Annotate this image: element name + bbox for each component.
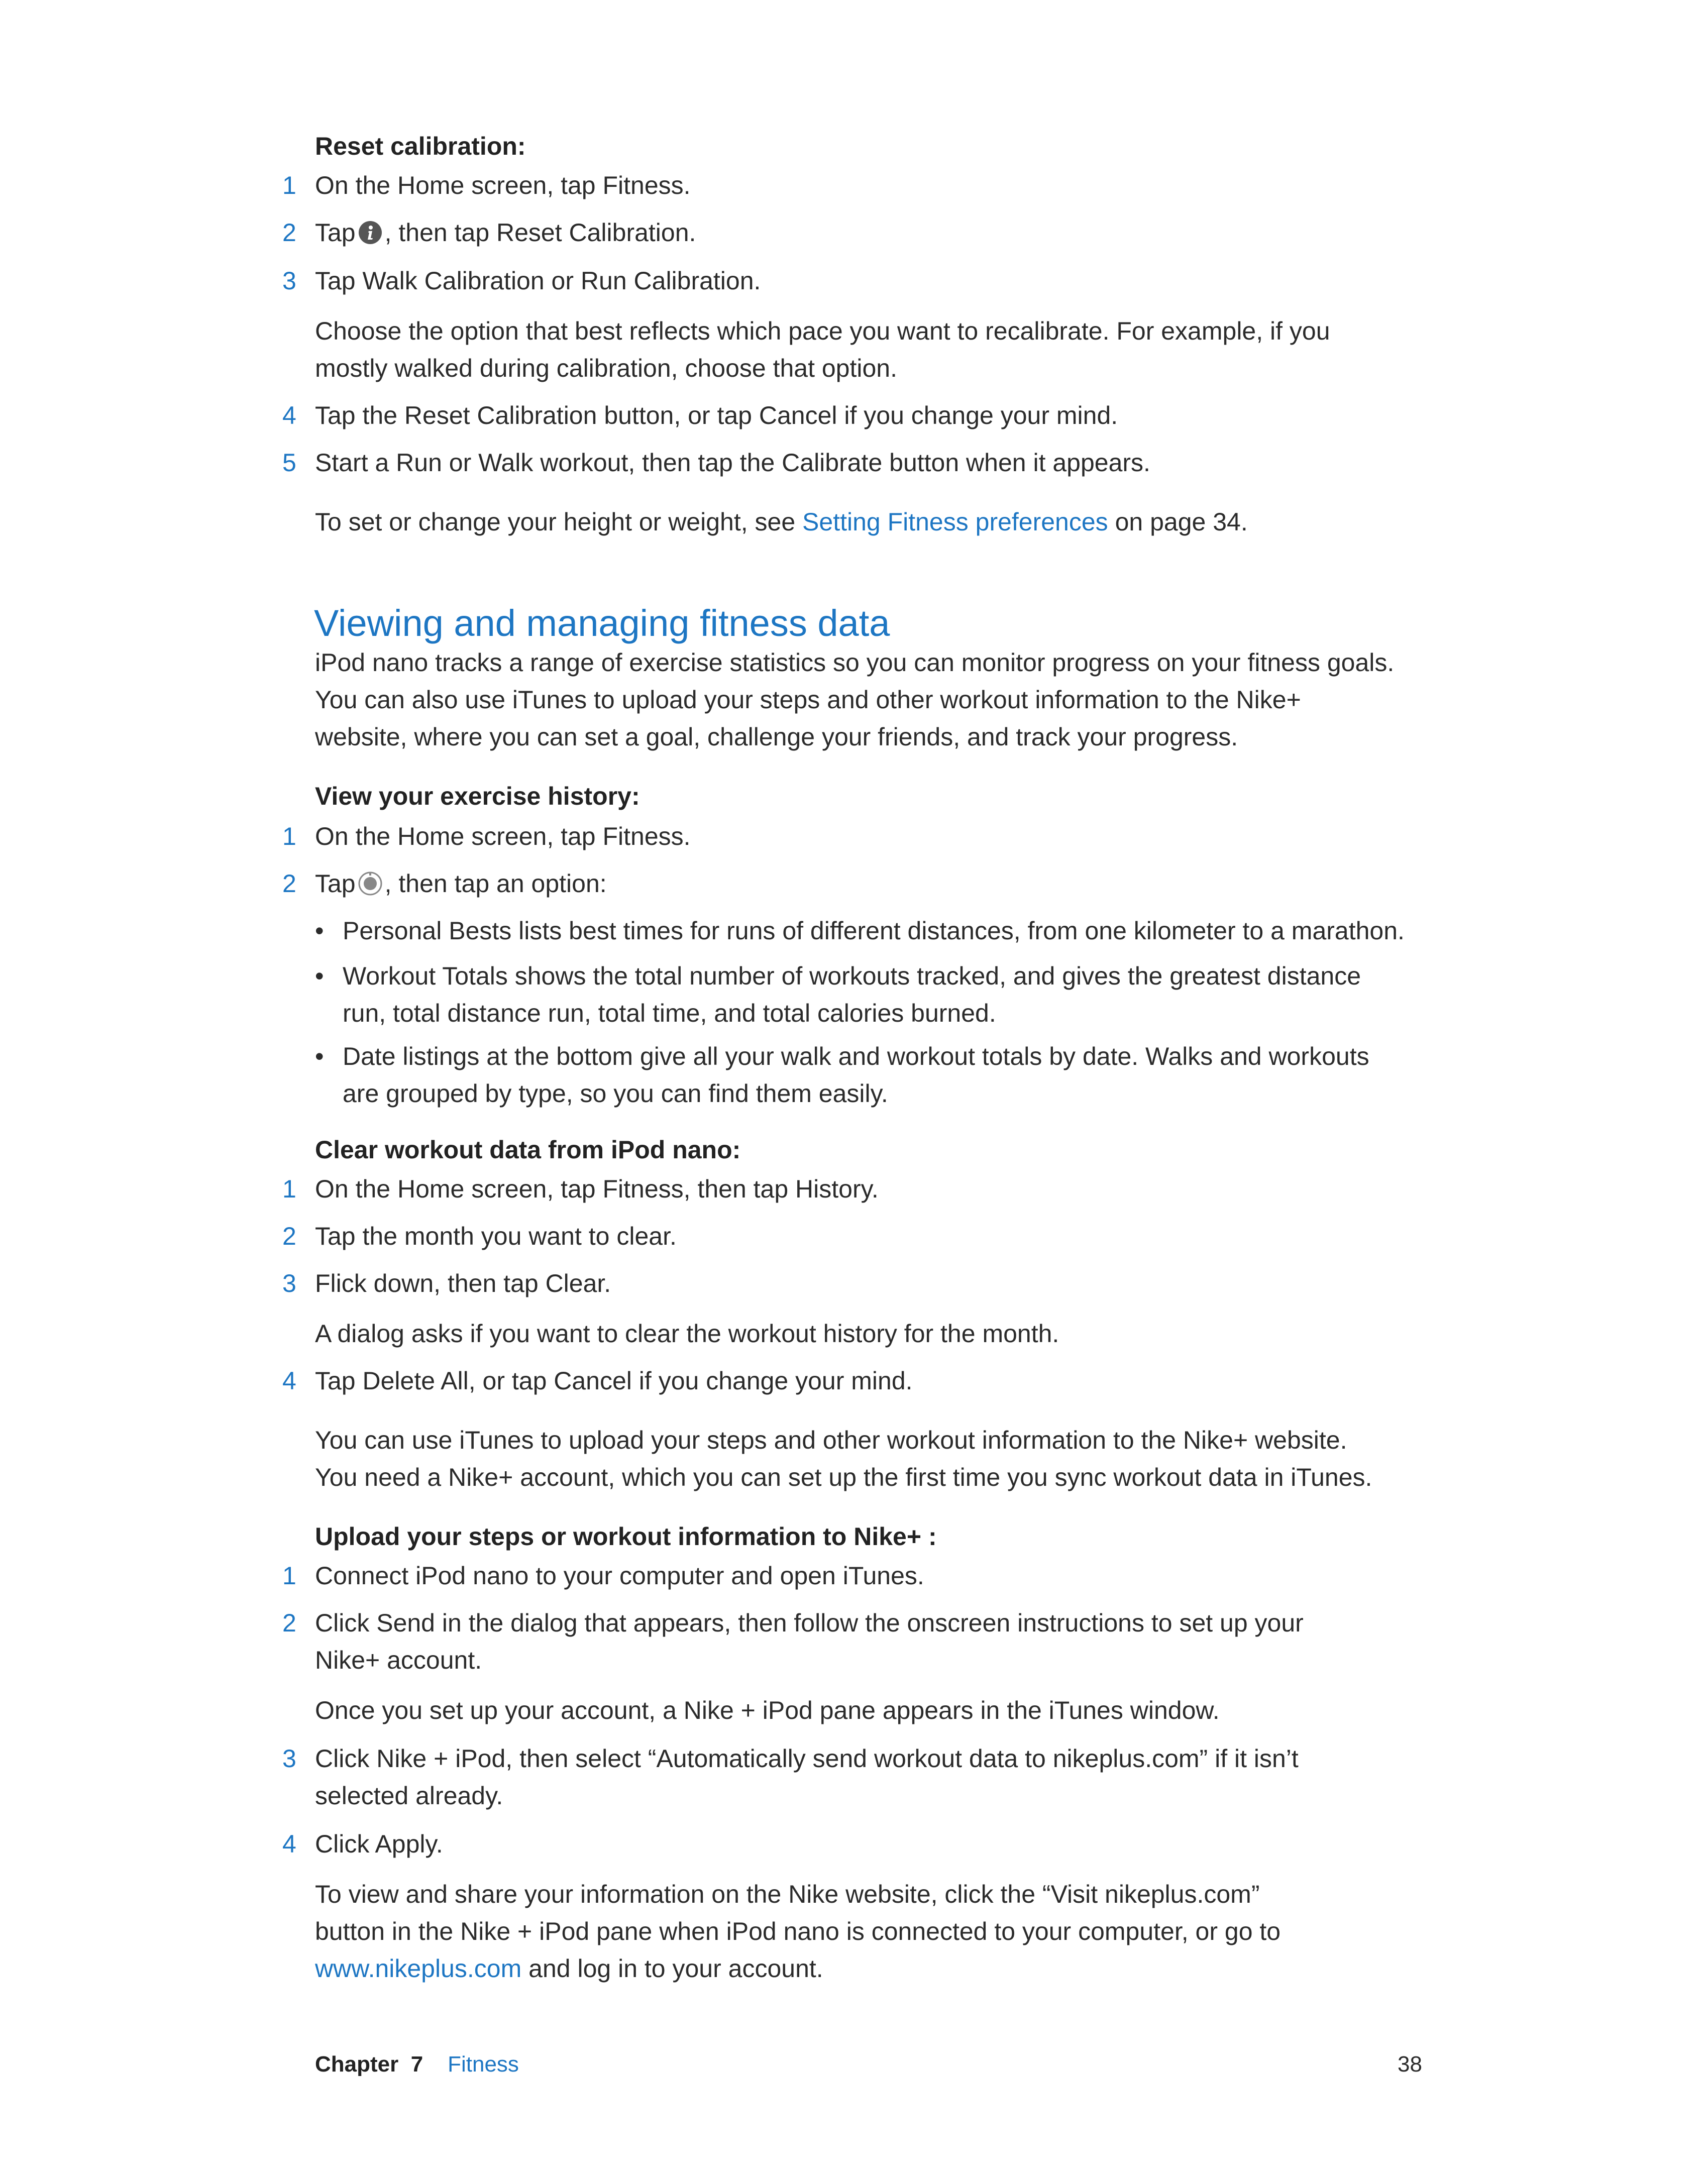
history-icon (358, 871, 383, 896)
bullet-marker: • (315, 917, 324, 945)
step-number: 3 (282, 1269, 296, 1297)
step-number: 4 (282, 1830, 296, 1858)
page-number: 38 (1398, 2052, 1422, 2077)
footer-chapter (315, 2049, 519, 2080)
step-text: Click Apply. (315, 1830, 443, 1858)
body-paragraph: To view and share your information on the Nike website, click the “Visit nikeplus.com” (315, 1880, 1260, 1908)
bullet-text: Personal Bests lists best times for runs of different distances, from one kilometer to a marathon. (343, 917, 1405, 945)
body-paragraph: You need a Nike+ account, which you can set up the first time you sync workout data in iTunes. (315, 1463, 1372, 1491)
step-number: 1 (282, 822, 296, 850)
step-text: Click Nike + iPod, then select “Automatically send workout data to nikeplus.com” if it isn’t (315, 1745, 1299, 1773)
bullet-text: are grouped by type, so you can find them easily. (343, 1079, 888, 1108)
step-text: Tap Walk Calibration or Run Calibration. (315, 267, 761, 295)
step-text: On the Home screen, tap Fitness. (315, 822, 691, 850)
step-number: 4 (282, 401, 296, 429)
intro-line: iPod nano tracks a range of exercise statistics so you can monitor progress on your fitness goals. (315, 648, 1395, 677)
step-text: Start a Run or Walk workout, then tap the Calibrate button when it appears. (315, 449, 1150, 477)
section-title: Viewing and managing fitness data (314, 602, 890, 644)
step-text: Nike+ account. (315, 1646, 482, 1674)
step-note: mostly walked during calibration, choose that option. (315, 354, 897, 382)
bullet-marker: • (315, 1042, 324, 1070)
step-number: 3 (282, 267, 296, 295)
step-text: Connect iPod nano to your computer and open iTunes. (315, 1562, 924, 1590)
step-text: Tap , then tap Reset Calibration. (315, 219, 696, 247)
step-text: selected already. (315, 1782, 503, 1810)
step-note: Choose the option that best reflects which pace you want to recalibrate. For example, if you (315, 317, 1330, 345)
step-number: 1 (282, 1562, 296, 1590)
step-number: 3 (282, 1745, 296, 1773)
body-paragraph: www.nikeplus.com and log in to your account. (315, 1954, 823, 1983)
body-paragraph: You can use iTunes to upload your steps and other workout information to the Nike+ website. (315, 1426, 1347, 1454)
step-number: 1 (282, 171, 296, 199)
step-number: 5 (282, 449, 296, 477)
step-number: 2 (282, 869, 296, 898)
chapter-name: Fitness (448, 2052, 519, 2077)
step-text: Tap the Reset Calibration button, or tap Cancel if you change your mind. (315, 401, 1118, 429)
body-paragraph: button in the Nike + iPod pane when iPod nano is connected to your computer, or go to (315, 1917, 1281, 1945)
info-icon (358, 220, 383, 245)
bullet-marker: • (315, 962, 324, 990)
intro-line: You can also use iTunes to upload your steps and other workout information to the Nike+ (315, 686, 1301, 714)
intro-line: website, where you can set a goal, challenge your friends, and track your progress. (315, 723, 1238, 751)
step-text: Tap Delete All, or tap Cancel if you change your mind. (315, 1367, 913, 1395)
bullet-text: Workout Totals shows the total number of workouts tracked, and gives the greatest distance (343, 962, 1361, 990)
bullet-text: Date listings at the bottom give all your walk and workout totals by date. Walks and workouts (343, 1042, 1369, 1070)
nikeplus-link[interactable]: www.nikeplus.com (315, 1954, 522, 1983)
clear-data-heading: Clear workout data from iPod nano: (315, 1136, 741, 1164)
step-text: Tap , then tap an option: (315, 869, 607, 898)
step-text: Tap the month you want to clear. (315, 1222, 677, 1250)
see-also-paragraph: To set or change your height or weight, see Setting Fitness preferences on page 34. (315, 508, 1248, 536)
step-number: 2 (282, 219, 296, 247)
step-number: 1 (282, 1175, 296, 1203)
reset-calibration-heading: Reset calibration: (315, 132, 526, 160)
step-text: On the Home screen, tap Fitness. (315, 171, 691, 199)
setting-fitness-preferences-link[interactable]: Setting Fitness preferences (802, 508, 1108, 536)
chapter-label: Chapter (315, 2052, 399, 2077)
step-note: Once you set up your account, a Nike + iPod pane appears in the iTunes window. (315, 1696, 1220, 1724)
step-number: 4 (282, 1367, 296, 1395)
step-text: Click Send in the dialog that appears, then follow the onscreen instructions to set up your (315, 1609, 1304, 1637)
step-number: 2 (282, 1222, 296, 1250)
step-number: 2 (282, 1609, 296, 1637)
upload-heading: Upload your steps or workout information to Nike+ : (315, 1522, 937, 1551)
step-text: On the Home screen, tap Fitness, then tap History. (315, 1175, 879, 1203)
chapter-number: 7 (410, 2052, 423, 2077)
step-note: A dialog asks if you want to clear the workout history for the month. (315, 1320, 1059, 1348)
bullet-text: run, total distance run, total time, and total calories burned. (343, 999, 996, 1027)
step-text: Flick down, then tap Clear. (315, 1269, 611, 1297)
view-history-heading: View your exercise history: (315, 782, 640, 810)
